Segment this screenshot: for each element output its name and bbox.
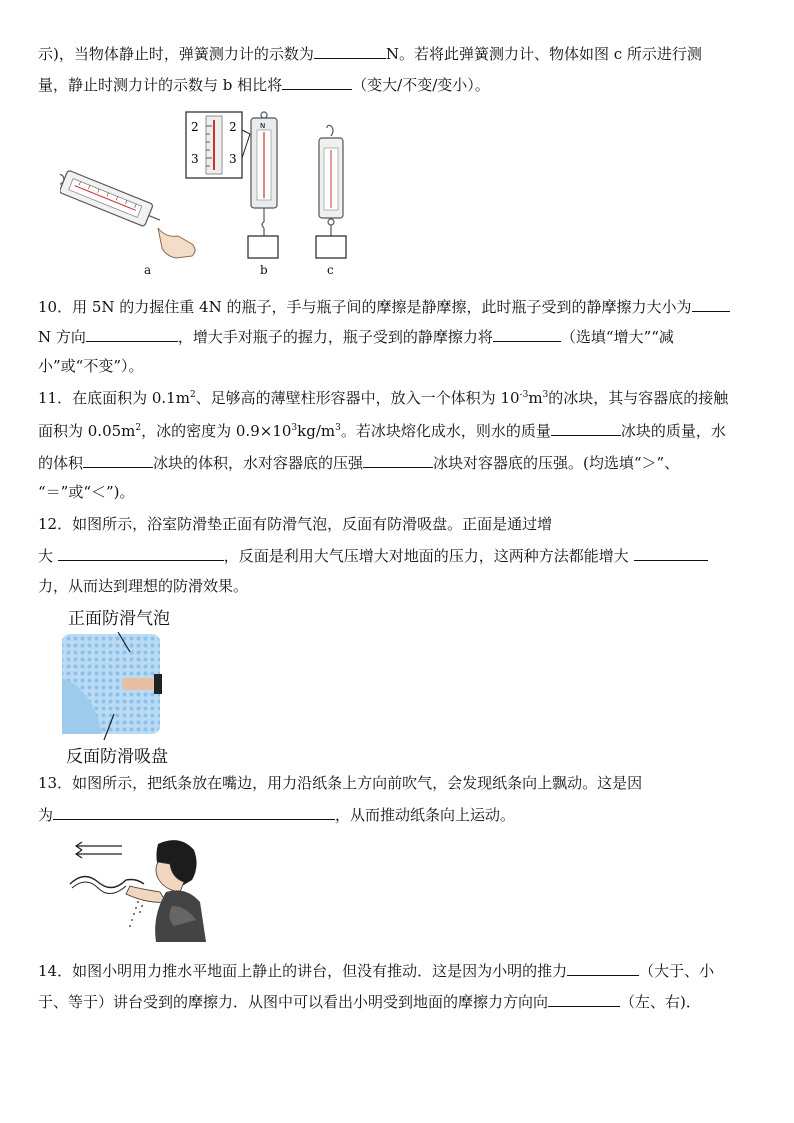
answer-blank[interactable]: [493, 326, 561, 342]
zoom-inset: [186, 112, 250, 178]
bath-mat-figure: [58, 628, 168, 742]
question-13: 13．如图所示，把纸条放在嘴边，用力沿纸条上方向前吹气，会发现纸条向上飘动。这是因: [38, 774, 643, 792]
answer-blank[interactable]: [83, 452, 153, 468]
question-11: 11．在底面积为 $0.1m^2$、足够高的薄壁柱形容器中，放入一个体积为 $10^{-3}m^3$的冰块，其与容器底的接触: [38, 389, 729, 407]
boy-blowing-paper-figure: [62, 836, 212, 946]
question-14: 14．如图小明用力推水平地面上静止的讲台，但没有推动．这是因为小明的推力 （大于、小: [38, 962, 715, 980]
question-12-line-3: 力，从而达到理想的防滑效果。: [38, 577, 249, 595]
question-14-line-2: 于、等于）讲台受到的摩擦力．从图中可以看出小明受到地面的摩擦力方向向 （左、右)．: [38, 993, 701, 1011]
question-13-line-2: 为 ，从而推动纸条向上运动。: [38, 806, 516, 824]
svg-text:3: 3: [229, 152, 237, 166]
text-line-2: 量，静止时测力计的示数与 b 相比将 （变大/不变/变小）。: [38, 76, 490, 94]
answer-blank[interactable]: [363, 452, 433, 468]
answer-blank[interactable]: [53, 804, 335, 820]
answer-blank[interactable]: [551, 420, 621, 436]
question-10-line-2: N 方向 ，增大手对瓶子的握力，瓶子受到的静摩擦力将 （选填“增大”“减: [38, 328, 674, 346]
question-12-line-2: 大 ，反面是利用大气压增大对地面的压力，这两种方法都能增大: [38, 545, 708, 566]
answer-blank[interactable]: [58, 545, 224, 561]
question-10: 10．用 5N 的力握住重 4N 的瓶子，手与瓶子间的摩擦是静摩擦，此时瓶子受到的静摩擦力大小为: [38, 296, 730, 317]
svg-text:3: 3: [191, 152, 199, 166]
question-12: 12．如图所示，浴室防滑垫正面有防滑气泡，反面有防滑吸盘。正面是通过增: [38, 515, 553, 533]
caption-c: c: [327, 263, 334, 277]
svg-text:N: N: [260, 122, 266, 130]
question-10-line-3: 小”或“不变”）。: [38, 357, 144, 375]
svg-text:2: 2: [191, 120, 199, 134]
answer-blank[interactable]: [567, 960, 639, 976]
answer-blank[interactable]: [692, 296, 730, 312]
question-11-line-3: 的体积 冰块的体积，水对容器底的压强 冰块对容器底的压强。(均选填“＞”、: [38, 454, 680, 472]
spring-scale-b: [248, 112, 278, 258]
front-bubbles-label: 正面防滑气泡: [68, 609, 170, 629]
caption-a: a: [144, 263, 152, 277]
question-11-line-4: “＝”或“＜”)。: [38, 483, 135, 501]
caption-b: b: [260, 263, 268, 277]
answer-blank[interactable]: [548, 991, 620, 1007]
svg-text:2: 2: [229, 120, 237, 134]
question-11-line-2: 面积为 $0.05m^2$，冰的密度为 $0.9\times 10^3kg/m^3$。若冰块熔化成水，则水的质量 冰块的质量，水: [38, 422, 726, 440]
answer-blank[interactable]: [86, 326, 178, 342]
answer-blank[interactable]: [282, 74, 352, 90]
answer-blank[interactable]: [634, 545, 708, 561]
answer-blank[interactable]: [314, 43, 386, 59]
spring-scale-a: [60, 166, 195, 258]
text-line-1: 示)，当物体静止时，弹簧测力计的示数为 N。若将此弹簧测力计、物体如图 c 所示进行测: [38, 45, 702, 63]
spring-scale-c: [316, 125, 346, 258]
back-suction-label: 反面防滑吸盘: [66, 747, 168, 767]
spring-scale-figure: [60, 110, 360, 280]
